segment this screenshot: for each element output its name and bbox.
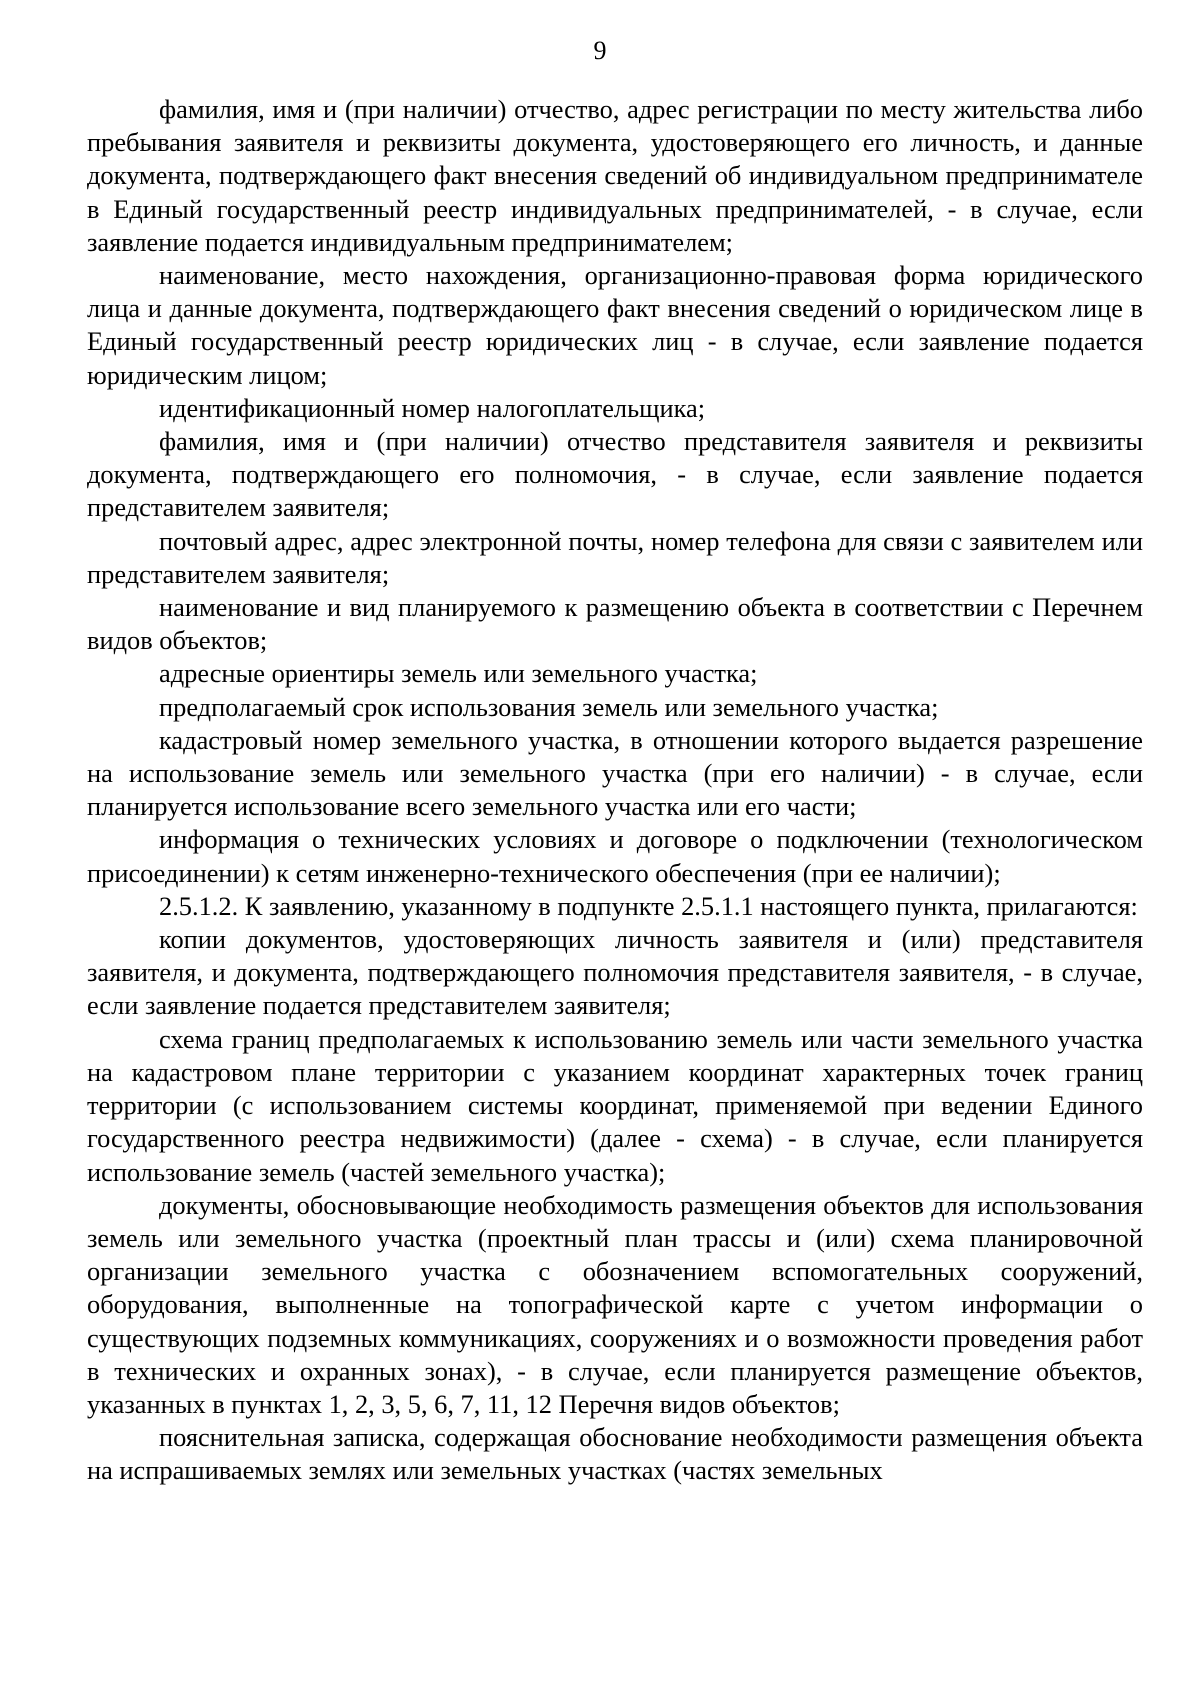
paragraph-explanatory-note: пояснительная записка, содержащая обоснование необходимости размещения объекта на испрашиваемых землях или земельных участках (частях земельных xyxy=(87,1422,1143,1486)
paragraph-identity-documents: копии документов, удостоверяющих личность заявителя и (или) представителя заявителя, и документа, подтверждающего полномочия представителя заявителя, - в случае, если заявление подается представителем заявителя; xyxy=(87,924,1143,1021)
paragraph-legal-entity-details: наименование, место нахождения, организационно-правовая форма юридического лица и данные документа, подтверждающего факт внесения сведений о юридическом лице в Единый государственный реестр юридических лиц - в случае, если заявление подается юридическим лицом; xyxy=(87,260,1143,390)
page-number: 9 xyxy=(593,36,607,65)
paragraph-applicant-individual-entrepreneur: фамилия, имя и (при наличии) отчество, адрес регистрации по месту жительства либо пребывания заявителя и реквизиты документа, удостоверяющего его личность, и данные документа, подтверждающего факт внесения сведений об индивидуальном предпринимателе в Единый государственный реестр индивидуальных предпринимателей, - в случае, если заявление подается индивидуальным предпринимателем; xyxy=(87,94,1143,257)
paragraph-boundary-scheme: схема границ предполагаемых к использованию земель или части земельного участка на кадастровом плане территории с указанием координат характерных точек границ территории (с использованием системы координат, применяемой при ведении Единого государственного реестра недвижимости) (далее - схема) - в случае, если планируется использование земель (частей земельного участка); xyxy=(87,1023,1143,1187)
paragraph-usage-term: предполагаемый срок использования земель или земельного участка; xyxy=(159,691,939,722)
paragraph-cadastral-number: кадастровый номер земельного участка, в отношении которого выдается разрешение на использование земель или земельного участка (при его наличии) - в случае, если планируется использование всего земельного участка или его части; xyxy=(87,724,1143,822)
document-body xyxy=(87,93,1143,1488)
paragraph-taxpayer-id: идентификационный номер налогоплательщика; xyxy=(159,392,706,423)
paragraph-representative-name: фамилия, имя и (при наличии) отчество представителя заявителя и реквизиты документа, подтверждающего его полномочия, - в случае, если заявление подается представителем заявителя; xyxy=(87,426,1143,523)
paragraph-justification-documents: документы, обосновывающие необходимость размещения объектов для использования земель или земельного участка (проектный план трассы и (или) схема планировочной организации земельного участка с обозначением вспомогательных сооружений, оборудования, выполненные на топографической карте с учетом информации о существующих подземных коммуникациях, сооружениях и о возможности проведения работ в технических и охранных зонах), - в случае, если планируется размещение объектов, указанных в пунктах 1, 2, 3, 5, 6, 7, 11, 12 Перечня видов объектов; xyxy=(87,1189,1143,1419)
paragraph-clause-2-5-1-2: 2.5.1.2. К заявлению, указанному в подпункте 2.5.1.1 настоящего пункта, прилагаются: xyxy=(159,890,1138,921)
paragraph-contact-details: почтовый адрес, адрес электронной почты, номер телефона для связи с заявителем или представителем заявителя; xyxy=(87,525,1143,589)
paragraph-object-type: наименование и вид планируемого к размещению объекта в соответствии с Перечнем видов объектов; xyxy=(87,592,1143,656)
paragraph-address-landmarks: адресные ориентиры земель или земельного участка; xyxy=(159,658,758,689)
paragraph-technical-conditions: информация о технических условиях и договоре о подключении (технологическом присоединении) к сетям инженерно-технического обеспечения (при ее наличии); xyxy=(87,824,1143,888)
